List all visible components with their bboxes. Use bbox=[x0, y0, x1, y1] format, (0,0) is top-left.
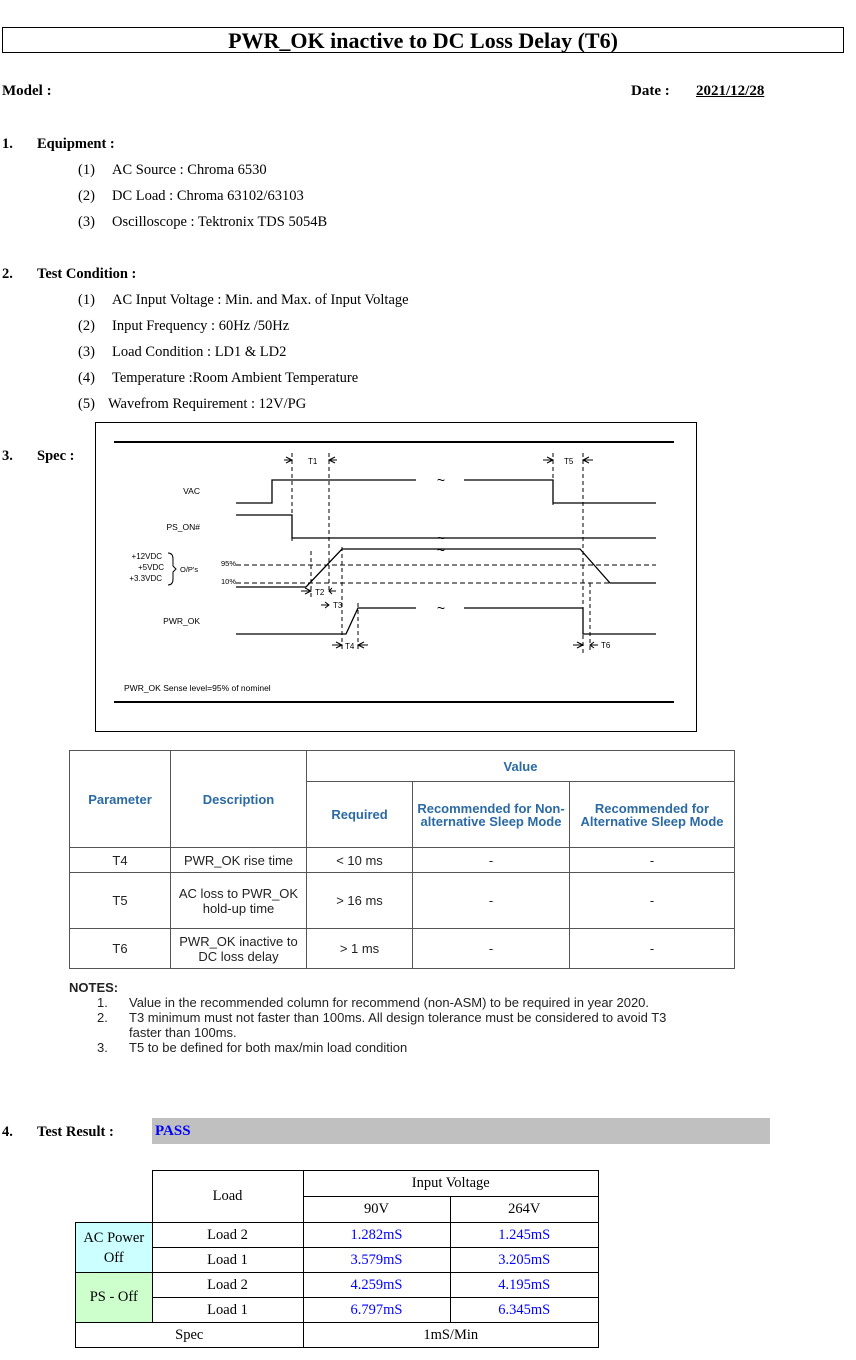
t1-arrow bbox=[329, 457, 337, 463]
label-t3: T3 bbox=[333, 601, 343, 610]
pwr-ok-waveform-tail bbox=[464, 608, 656, 634]
table-row: T4 PWR_OK rise time < 10 ms - - bbox=[70, 848, 735, 873]
condition-item: (5) Wavefrom Requirement : 12V/PG bbox=[78, 396, 307, 412]
label-vac: VAC bbox=[183, 486, 200, 496]
date-label: Date : bbox=[631, 83, 670, 99]
label-12v: +12VDC bbox=[131, 552, 162, 561]
note-item: 2. T3 minimum must not faster than 100ms. All design tolerance must be considered to avoid T3 faster than 100ms. bbox=[97, 1010, 667, 1040]
timing-diagram bbox=[95, 422, 697, 732]
condition-item: (4) Temperature :Room Ambient Temperature bbox=[78, 370, 359, 386]
vac-waveform bbox=[236, 480, 416, 503]
t4-arrow bbox=[358, 642, 368, 648]
table-row: AC Power Off Load 2 1.282mS 1.245mS bbox=[76, 1223, 599, 1248]
pwr-ok-waveform bbox=[236, 608, 416, 634]
result-table bbox=[75, 1170, 599, 1348]
section-number-test-condition: 2. bbox=[2, 266, 13, 282]
header-required: Required bbox=[307, 782, 413, 848]
break-tilde: ~ bbox=[436, 600, 446, 616]
equipment-item: (3) Oscilloscope : Tektronix TDS 5054B bbox=[78, 214, 328, 230]
table-row: Load 1 3.579mS 3.205mS bbox=[76, 1248, 599, 1273]
equipment-item: (1) AC Source : Chroma 6530 bbox=[78, 162, 267, 178]
section-number-equipment: 1. bbox=[2, 136, 13, 152]
break-tilde: ~ bbox=[436, 542, 446, 558]
t6-arrow bbox=[590, 642, 598, 648]
table-row bbox=[76, 1323, 599, 1348]
section-heading-spec: Spec : bbox=[37, 448, 75, 464]
label-3v3: +3.3VDC bbox=[129, 574, 162, 583]
t2-arrow bbox=[301, 588, 311, 594]
section-heading-test-condition: Test Condition : bbox=[37, 266, 137, 282]
equipment-item: (2) DC Load : Chroma 63102/63103 bbox=[78, 188, 304, 204]
t4-arrow bbox=[332, 642, 342, 648]
table-row: Load 1 6.797mS 6.345mS bbox=[76, 1298, 599, 1323]
header-load: Load bbox=[152, 1171, 303, 1223]
t5-arrow bbox=[583, 457, 593, 463]
label-pwr-ok: PWR_OK bbox=[163, 616, 200, 626]
t1-arrow bbox=[284, 457, 292, 463]
spec-table bbox=[69, 750, 735, 969]
header-264v: 264V bbox=[450, 1197, 599, 1223]
t6-arrow bbox=[573, 642, 583, 648]
section-heading-result: Test Result : bbox=[37, 1124, 114, 1140]
spec-value: 1mS/Min bbox=[303, 1323, 599, 1348]
group-ac-power-off: AC Power Off bbox=[76, 1223, 153, 1273]
label-ops: O/P's bbox=[180, 565, 199, 574]
header-input-voltage: Input Voltage bbox=[303, 1171, 599, 1197]
header-rec-non-alt: Recommended for Non-alternative Sleep Mode bbox=[413, 782, 570, 848]
label-ps-on: PS_ON# bbox=[166, 522, 200, 532]
t5-arrow bbox=[543, 457, 553, 463]
brace-icon bbox=[168, 553, 176, 585]
page-title: PWR_OK inactive to DC Loss Delay (T6) bbox=[2, 27, 844, 53]
group-ps-off: PS - Off bbox=[76, 1273, 153, 1323]
output-waveform bbox=[236, 549, 656, 587]
notes-heading: NOTES: bbox=[69, 980, 119, 995]
date-value: 2021/12/28 bbox=[696, 83, 765, 99]
spec-label: Spec bbox=[76, 1323, 304, 1348]
header-90v: 90V bbox=[303, 1197, 450, 1223]
condition-item: (2) Input Frequency : 60Hz /50Hz bbox=[78, 318, 290, 334]
condition-item: (1) AC Input Voltage : Min. and Max. of Input Voltage bbox=[78, 292, 409, 308]
note-item: 1. Value in the recommended column for recommend (non-ASM) to be required in year 2020. bbox=[97, 995, 650, 1010]
break-tilde: ~ bbox=[436, 530, 446, 546]
note-item: 3. T5 to be defined for both max/min load condition bbox=[97, 1040, 408, 1055]
t3-arrow bbox=[321, 602, 329, 608]
section-number-spec: 3. bbox=[2, 448, 13, 464]
label-10: 10% bbox=[221, 577, 237, 586]
header-rec-alt: Recommended for Alternative Sleep Mode bbox=[570, 782, 735, 848]
section-number-result: 4. bbox=[2, 1124, 13, 1140]
result-status: PASS bbox=[155, 1123, 191, 1139]
t2-arrow bbox=[329, 588, 336, 594]
ps-on-waveform bbox=[236, 515, 656, 538]
break-tilde: ~ bbox=[436, 472, 446, 488]
label-t5: T5 bbox=[564, 457, 574, 466]
sense-note: PWR_OK Sense level=95% of nominel bbox=[124, 683, 271, 693]
label-5v: +5VDC bbox=[137, 563, 164, 572]
notes bbox=[69, 980, 689, 1055]
vac-waveform-tail bbox=[464, 480, 656, 503]
result-bar bbox=[152, 1118, 770, 1144]
header-value: Value bbox=[307, 751, 735, 782]
table-row: T6 PWR_OK inactive to DC loss delay > 1 ms - - bbox=[70, 929, 735, 969]
label-t4: T4 bbox=[345, 642, 355, 651]
label-t2: T2 bbox=[315, 588, 325, 597]
header-description: Description bbox=[171, 751, 307, 848]
header-parameter: Parameter bbox=[70, 751, 171, 848]
table-row: T5 AC loss to PWR_OK hold-up time > 16 ms - - bbox=[70, 873, 735, 929]
condition-item: (3) Load Condition : LD1 & LD2 bbox=[78, 344, 287, 360]
model-label: Model : bbox=[2, 83, 52, 99]
table-row: PS - Off Load 2 4.259mS 4.195mS bbox=[76, 1273, 599, 1298]
label-t1: T1 bbox=[308, 457, 318, 466]
section-heading-equipment: Equipment : bbox=[37, 136, 115, 152]
label-t6: T6 bbox=[601, 641, 611, 650]
label-95: 95% bbox=[221, 559, 237, 568]
